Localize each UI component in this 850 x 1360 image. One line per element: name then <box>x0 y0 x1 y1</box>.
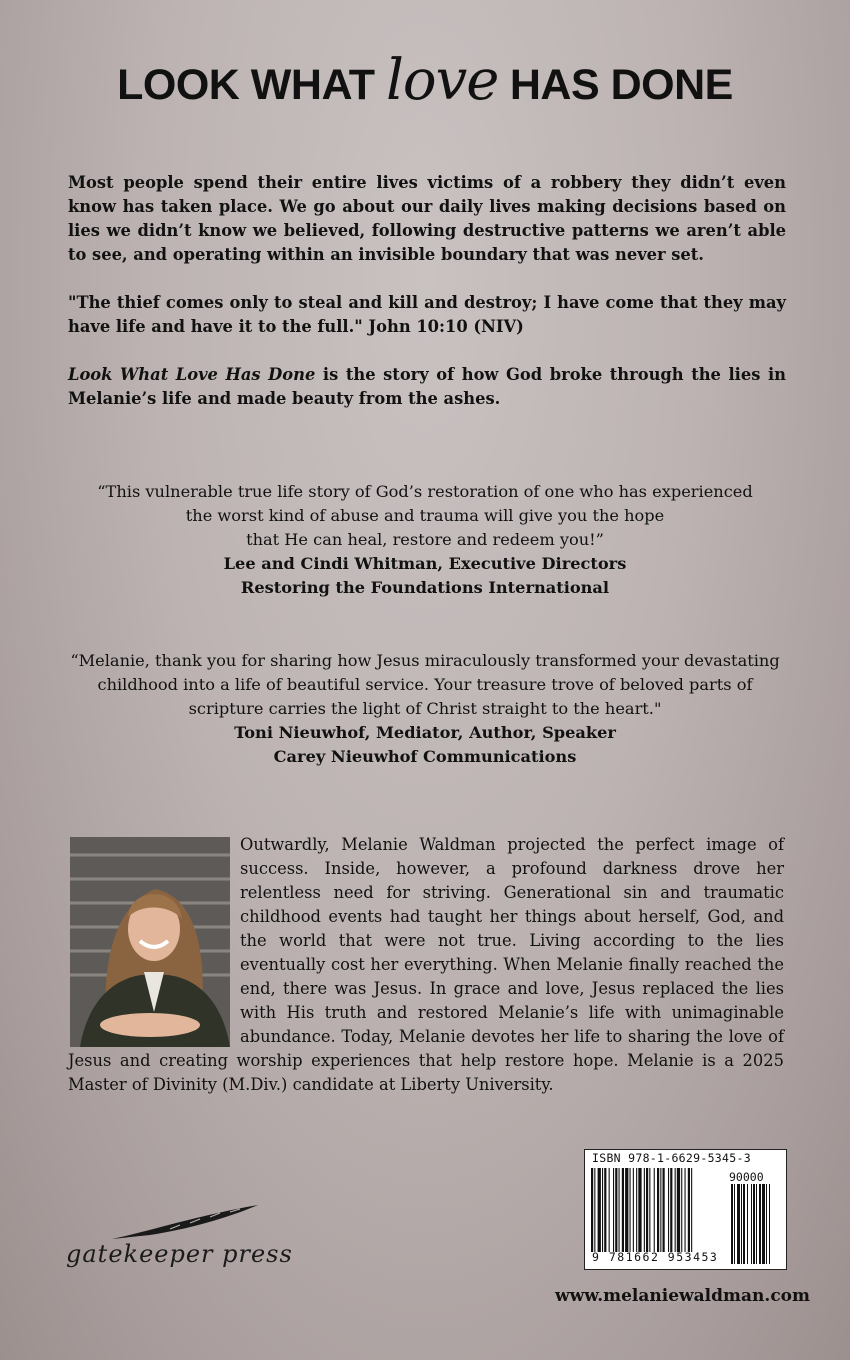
price-bar <box>751 1184 752 1264</box>
book-summary <box>68 363 786 411</box>
endorsement-attribution: Toni Nieuwhof, Mediator, Author, Speaker <box>234 723 616 742</box>
website-url: www.melaniewaldman.com <box>555 1286 810 1306</box>
publisher-logo: gatekeeper press <box>66 1240 293 1268</box>
price-bar <box>759 1184 761 1264</box>
endorsement-line: childhood into a life of beautiful service. Your treasure trove of beloved parts of <box>97 675 753 694</box>
endorsement-line: the worst kind of abuse and trauma will give you the hope <box>185 506 665 525</box>
barcode-bar <box>685 1168 686 1252</box>
barcode-bar <box>615 1168 617 1252</box>
barcode-bar <box>602 1168 603 1252</box>
endorsement-attribution: Carey Nieuwhof Communications <box>273 747 577 766</box>
barcode-bar <box>675 1168 676 1252</box>
barcode-bar <box>646 1168 648 1252</box>
barcode-bar <box>598 1168 601 1252</box>
barcode-bar <box>638 1168 641 1252</box>
barcode-bar <box>670 1168 672 1252</box>
price-bar <box>756 1184 757 1264</box>
barcode-bar <box>604 1168 606 1252</box>
feather-quill-icon <box>110 1203 260 1243</box>
price-code: 90000 <box>729 1170 764 1184</box>
book-summary-text: is the story of how God broke through the lies in Melanie’s life and made beauty from the ashes. <box>68 365 786 408</box>
price-bar <box>762 1184 765 1264</box>
barcode-bar <box>619 1168 620 1252</box>
barcode-bar <box>644 1168 645 1252</box>
price-bar <box>734 1184 735 1264</box>
barcode-bar <box>654 1168 655 1252</box>
author-bio-text: Outwardly, Melanie Waldman projected the perfect image of success. Inside, however, a profound darkness drove her relentless need for striving. Generational sin and traumatic childhood events had taught her things about herself, God, and the world that were not true. Living according to the lies eventually cost her everything. When Melanie finally reached the end, there was Jesus. In grace and love, Jesus replaced the lies with His truth and restored Melanie’s life with unimaginable abundance. Today, Melanie devotes her life to sharing the love of Jesus and creating worship experiences that help restore hope. Melanie is a 2025 Master of Divinity (M.Div.) candidate at Liberty University. <box>68 835 784 1094</box>
barcode-bar <box>613 1168 614 1252</box>
endorsement-line: scripture carries the light of Christ straight to the heart." <box>188 699 662 718</box>
price-bar <box>753 1184 755 1264</box>
barcode-bar <box>591 1168 593 1252</box>
barcode-bar <box>657 1168 659 1252</box>
endorsement-attribution: Restoring the Foundations International <box>240 578 610 597</box>
price-bar <box>743 1184 745 1264</box>
barcode-bar <box>660 1168 661 1252</box>
barcode-bar <box>691 1168 692 1252</box>
photo-spacer <box>68 833 240 1049</box>
endorsement-line: “This vulnerable true life story of God’s restoration of one who has experienced <box>97 482 753 501</box>
barcode-bar <box>594 1168 595 1252</box>
barcode-bar <box>622 1168 624 1252</box>
barcode-bar <box>677 1168 680 1252</box>
barcode-bar <box>633 1168 634 1252</box>
price-bar <box>766 1184 767 1264</box>
endorsement-attribution: Lee and Cindi Whitman, Executive Directors <box>223 554 627 573</box>
endorsement-line: “Melanie, thank you for sharing how Jesus miraculously transformed your devastating <box>70 651 780 670</box>
isbn-text: ISBN 978-1-6629-5345-3 <box>592 1151 751 1165</box>
barcode-bar <box>625 1168 628 1252</box>
ean-number: 9 781662 953453 <box>592 1250 719 1264</box>
author-bio <box>68 833 784 1097</box>
endorsement-1 <box>60 480 790 600</box>
endorsement-line: that He can heal, restore and redeem you!” <box>246 530 604 549</box>
title-script-word: love <box>386 48 499 113</box>
barcode-bar <box>609 1168 610 1252</box>
barcode-bar <box>681 1168 682 1252</box>
endorsement-2 <box>60 649 790 769</box>
price-bar <box>741 1184 742 1264</box>
barcode-bar <box>663 1168 665 1252</box>
title-part-1: LOOK WHAT <box>117 61 387 109</box>
barcode-bar <box>688 1168 690 1252</box>
price-bar <box>769 1184 770 1264</box>
title-part-2: HAS DONE <box>498 61 733 109</box>
intro-paragraph: Most people spend their entire lives victims of a robbery they didn’t even know has taken place. We go about our daily lives making decisions based on lies we didn’t know we believed, following destructive patterns we aren’t able to see, and operating within an invisible boundary that was never set. <box>68 173 786 264</box>
barcode-bar <box>668 1168 669 1252</box>
price-bar <box>731 1184 733 1264</box>
scripture-quote: "The thief comes only to steal and kill and destroy; I have come that they may have life and have it to the full." John 10:10 (NIV) <box>68 293 786 336</box>
price-bar <box>737 1184 740 1264</box>
barcode-bar <box>636 1168 637 1252</box>
barcode-bar <box>630 1168 631 1252</box>
price-bar <box>747 1184 748 1264</box>
book-title <box>0 48 850 113</box>
book-title-italic: Look What Love Has Done <box>68 365 316 384</box>
barcode-bar <box>649 1168 650 1252</box>
